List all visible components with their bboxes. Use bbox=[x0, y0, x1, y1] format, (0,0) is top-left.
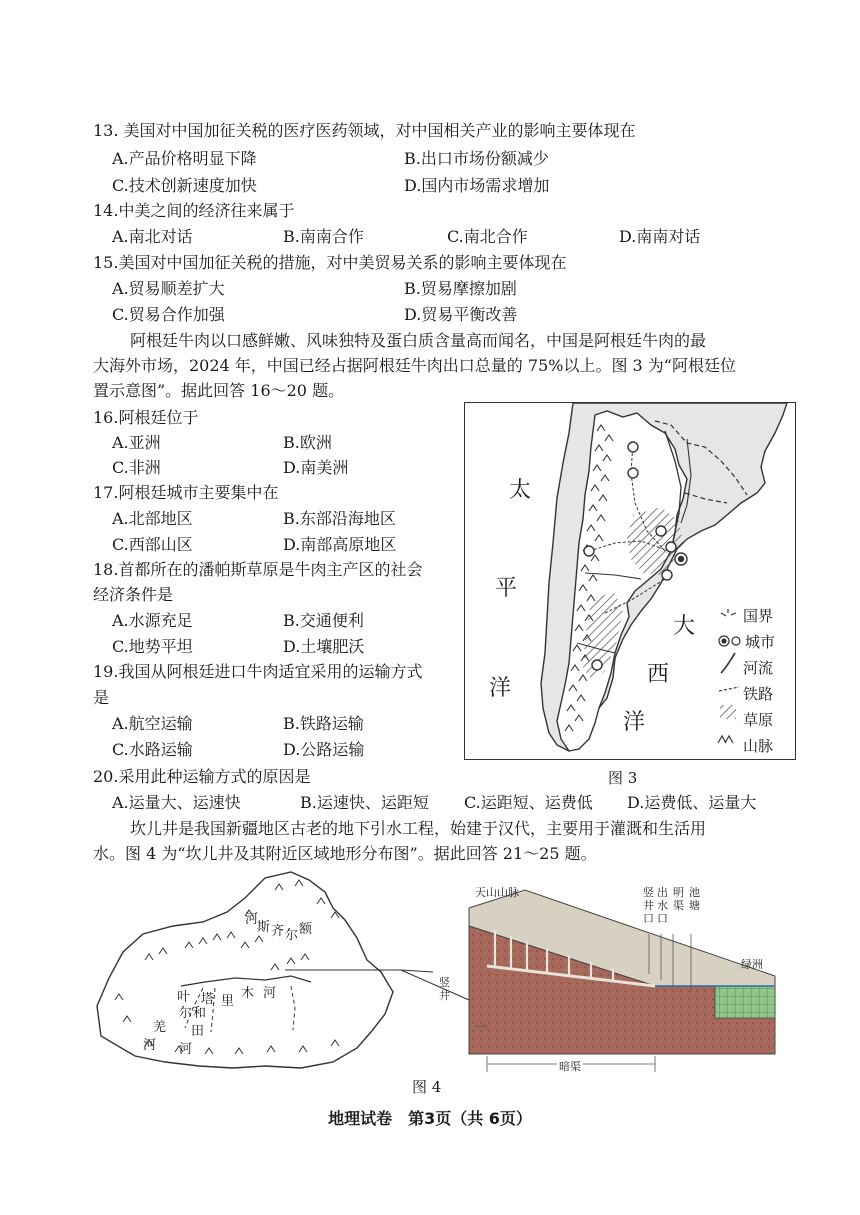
legend-railway: 铁路 bbox=[743, 685, 774, 703]
intro1-line1: 阿根廷牛肉以口感鲜嫩、风味独特及蛋白质含量高而闻名，中国是阿根廷牛肉的最 bbox=[130, 331, 707, 350]
q14-option-a[interactable]: A.南北对话 bbox=[112, 227, 193, 246]
figure3-caption: 图 3 bbox=[608, 769, 638, 787]
label-shaft-top-2: 井 bbox=[643, 899, 654, 912]
q17-option-b[interactable]: B.东部沿海地区 bbox=[283, 509, 396, 528]
figure4-caption: 图 4 bbox=[412, 1078, 442, 1096]
map-label-qi: 齐 bbox=[271, 924, 285, 939]
label-shaft-side bbox=[439, 976, 451, 1002]
q17-option-a[interactable]: A.北部地区 bbox=[112, 509, 193, 528]
legend-river: 河流 bbox=[743, 659, 774, 677]
map-label-ta: 塔 bbox=[201, 992, 215, 1007]
q14-stem: 14.中美之间的经济往来属于 bbox=[93, 201, 295, 220]
q20-option-a[interactable]: A.运量大、运速快 bbox=[112, 793, 241, 812]
intro2-line1: 坎儿井是我国新疆地区古老的地下引水工程，始建于汉代，主要用于灌溉和生活用 bbox=[130, 819, 707, 838]
figure3-argentina-map bbox=[464, 402, 796, 760]
q18-option-b[interactable]: B.交通便利 bbox=[283, 611, 364, 630]
q15-option-d[interactable]: D.贸易平衡改善 bbox=[404, 305, 518, 324]
map-label-he-1: 河 bbox=[245, 912, 259, 927]
map-label-he-2: 河 bbox=[263, 986, 277, 1001]
intro1-line3: 置示意图”。据此回答 16～20 题。 bbox=[93, 381, 345, 400]
q14-option-d[interactable]: D.南南对话 bbox=[619, 227, 701, 246]
q14-option-b[interactable]: B.南南合作 bbox=[283, 227, 364, 246]
label-pond bbox=[689, 886, 701, 912]
label-shaft-top bbox=[643, 886, 655, 925]
map-label-ye: 叶 bbox=[177, 990, 191, 1005]
intro2-line2: 水。图 4 为“坎儿井及其附近区域地形分布图”。据此回答 21～25 题。 bbox=[93, 844, 597, 863]
label-shaft-top-1: 竖 bbox=[643, 886, 654, 899]
q14-option-c[interactable]: C.南北合作 bbox=[447, 227, 528, 246]
q13-stem: 13. 美国对中国加征关税的医疗医药领域，对中国相关产业的影响主要体现在 bbox=[93, 121, 636, 140]
q19-option-b[interactable]: B.铁路运输 bbox=[283, 714, 364, 733]
q13-option-d[interactable]: D.国内市场需求增加 bbox=[404, 176, 550, 195]
q16-option-b[interactable]: B.欧洲 bbox=[283, 433, 332, 452]
pacific-ocean-label-3: 洋 bbox=[489, 676, 512, 701]
q16-option-a[interactable]: A.亚洲 bbox=[112, 433, 161, 452]
q20-option-c[interactable]: C.运距短、运费低 bbox=[464, 793, 593, 812]
map-label-qiang: 羌 bbox=[153, 1020, 167, 1035]
figure4-karez-diagram bbox=[95, 868, 785, 1073]
label-open-canal-1: 明 bbox=[673, 886, 684, 899]
label-pond-1: 池 bbox=[689, 886, 700, 899]
q16-stem: 16.阿根廷位于 bbox=[93, 408, 199, 427]
q16-option-d[interactable]: D.南美洲 bbox=[283, 458, 349, 477]
label-shaft-top-3: 口 bbox=[643, 912, 654, 925]
map-label-er-1: 尔 bbox=[285, 928, 299, 943]
q15-option-c[interactable]: C.贸易合作加强 bbox=[112, 305, 225, 324]
label-underground-canal: 暗渠 bbox=[559, 1060, 581, 1073]
label-pond-2: 塘 bbox=[689, 899, 700, 912]
pacific-ocean-label-1: 太 bbox=[509, 478, 532, 503]
label-outlet bbox=[657, 886, 669, 925]
q18-stem-line2: 经济条件是 bbox=[93, 585, 174, 604]
q15-option-a[interactable]: A.贸易顺差扩大 bbox=[112, 279, 225, 298]
label-open-canal-2: 渠 bbox=[673, 899, 684, 912]
legend-grassland: 草原 bbox=[743, 711, 774, 729]
map-label-he-tian-1: 和 bbox=[193, 1006, 207, 1021]
legend-mountain: 山脉 bbox=[743, 737, 774, 755]
map-label-mu: 木 bbox=[241, 986, 255, 1001]
page-footer: 地理试卷 第3页（共 6页） bbox=[328, 1109, 532, 1128]
q17-option-c[interactable]: C.西部山区 bbox=[112, 535, 193, 554]
label-shaft-side-1: 竖 bbox=[439, 976, 450, 989]
label-outlet-3: 口 bbox=[657, 912, 668, 925]
q19-option-d[interactable]: D.公路运输 bbox=[283, 740, 365, 759]
q20-option-b[interactable]: B.运速快、运距短 bbox=[300, 793, 429, 812]
legend-border: 国界 bbox=[743, 607, 774, 625]
label-oasis: 绿洲 bbox=[741, 958, 763, 971]
legend-city: 城市 bbox=[745, 633, 776, 651]
label-shaft-side-2: 井 bbox=[439, 989, 450, 1002]
map-label-er-2: 尔 bbox=[179, 1006, 193, 1021]
q15-option-b[interactable]: B.贸易摩擦加剧 bbox=[404, 279, 517, 298]
q17-option-d[interactable]: D.南部高原地区 bbox=[283, 535, 397, 554]
map-label-li: 里 bbox=[221, 994, 235, 1009]
q20-option-d[interactable]: D.运费低、运量大 bbox=[627, 793, 757, 812]
q19-stem-line1: 19.我国从阿根廷进口牛肉适宜采用的运输方式 bbox=[93, 662, 423, 681]
q17-stem: 17.阿根廷城市主要集中在 bbox=[93, 483, 279, 502]
q13-option-b[interactable]: B.出口市场份额减少 bbox=[404, 149, 549, 168]
q19-option-c[interactable]: C.水路运输 bbox=[112, 740, 193, 759]
label-outlet-1: 出 bbox=[657, 886, 668, 899]
pacific-ocean-label-2: 平 bbox=[495, 576, 518, 601]
q19-option-a[interactable]: A.航空运输 bbox=[112, 714, 193, 733]
atlantic-ocean-label-2: 西 bbox=[647, 662, 670, 687]
q19-stem-line2: 是 bbox=[93, 688, 110, 707]
map-label-e: 额 bbox=[299, 922, 313, 937]
label-tianshan: 天山山脉 bbox=[475, 886, 519, 899]
q18-option-c[interactable]: C.地势平坦 bbox=[112, 637, 193, 656]
label-open-canal bbox=[673, 886, 685, 912]
map-label-he-3: 河 bbox=[143, 1038, 157, 1053]
q20-stem: 20.采用此种运输方式的原因是 bbox=[93, 767, 311, 786]
atlantic-ocean-label-1: 大 bbox=[673, 614, 696, 639]
map-label-si: 斯 bbox=[257, 920, 271, 935]
q13-option-a[interactable]: A.产品价格明显下降 bbox=[112, 149, 257, 168]
q13-option-c[interactable]: C.技术创新速度加快 bbox=[112, 176, 257, 195]
q15-stem: 15.美国对中国加征关税的措施，对中美贸易关系的影响主要体现在 bbox=[93, 253, 567, 272]
q18-option-d[interactable]: D.土壤肥沃 bbox=[283, 637, 365, 656]
label-outlet-2: 水 bbox=[657, 899, 668, 912]
q16-option-c[interactable]: C.非洲 bbox=[112, 458, 161, 477]
atlantic-ocean-label-3: 洋 bbox=[623, 710, 646, 735]
q18-stem-line1: 18.首都所在的潘帕斯草原是牛肉主产区的社会 bbox=[93, 560, 423, 579]
map-label-tian: 田 bbox=[191, 1024, 205, 1039]
q18-option-a[interactable]: A.水源充足 bbox=[112, 611, 193, 630]
map-label-he-4: 河 bbox=[179, 1042, 193, 1057]
intro1-line2: 大海外市场，2024 年，中国已经占据阿根廷牛肉出口总量的 75%以上。图 3 为“阿根廷位 bbox=[93, 356, 736, 375]
